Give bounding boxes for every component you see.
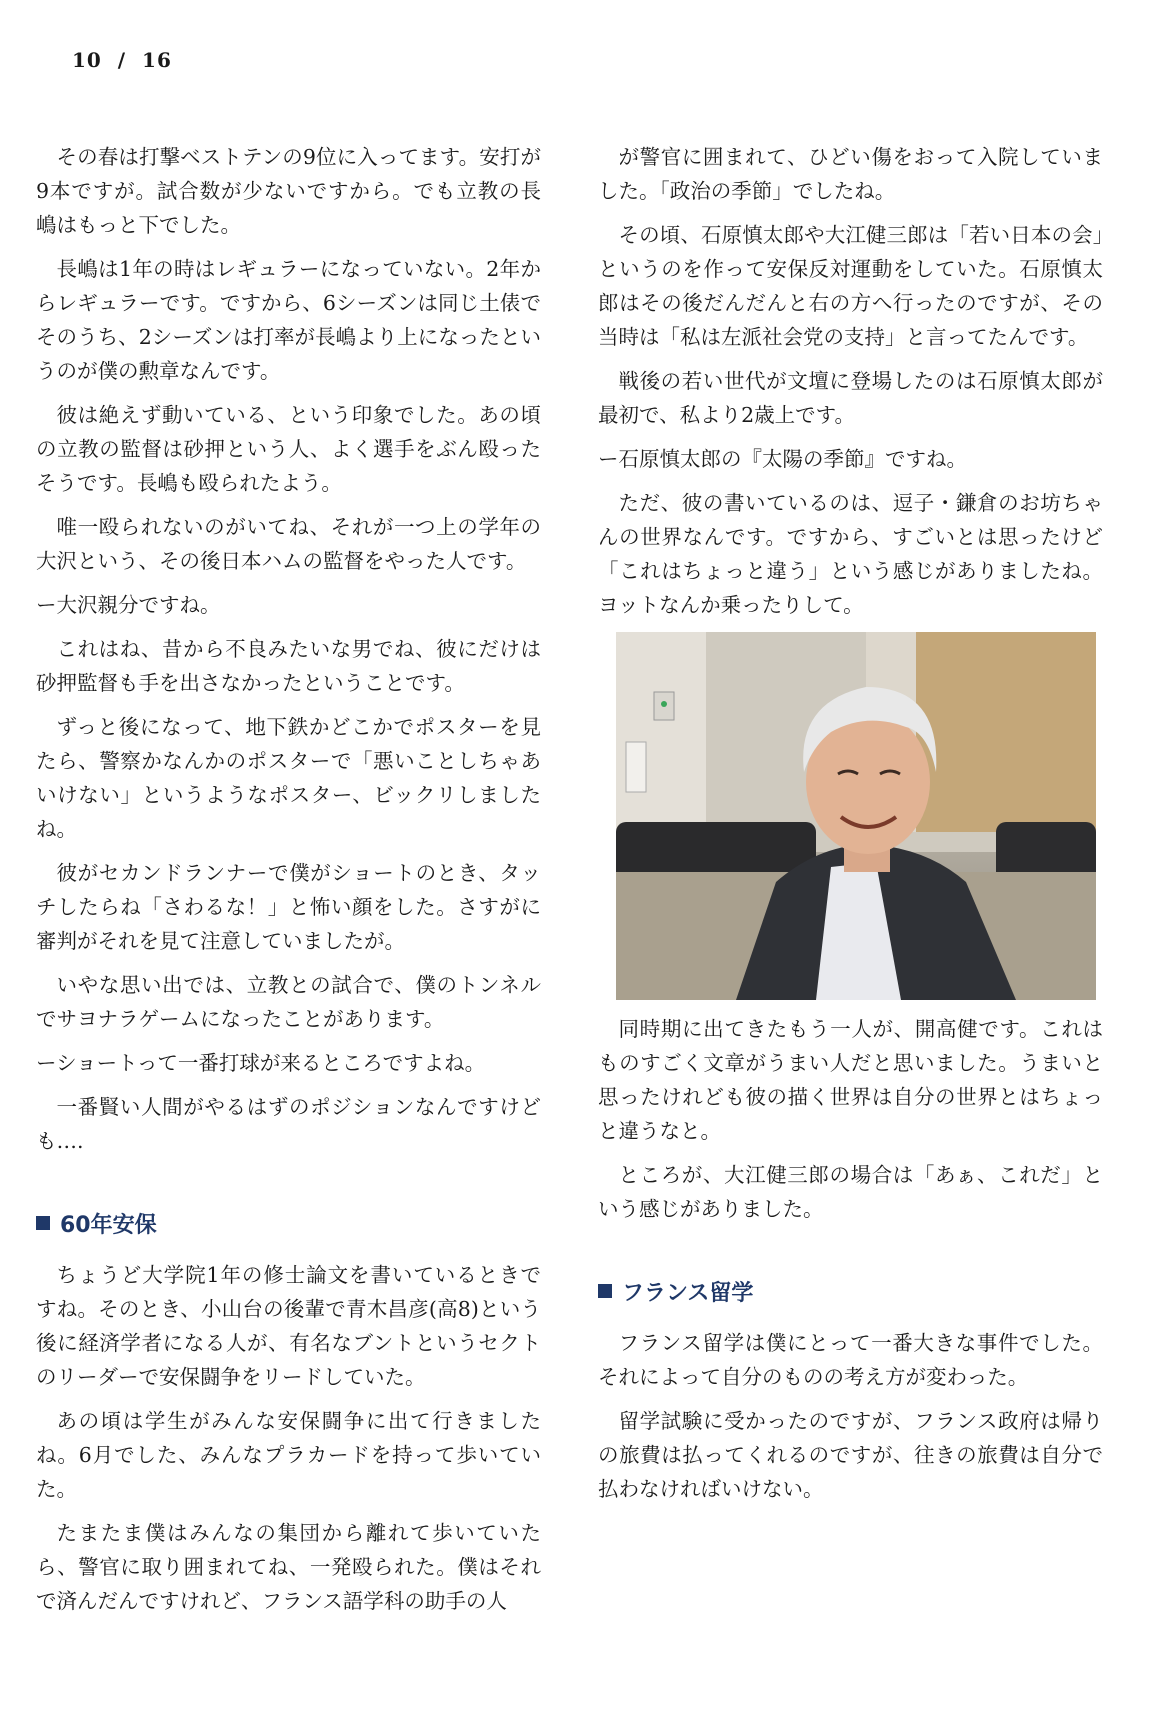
section-heading-anpo <box>36 1206 541 1240</box>
section-heading-label: 60年安保 <box>60 1212 157 1238</box>
paragraph: 留学試験に受かったのですが、フランス政府は帰りの旅費は払ってくれるのですが、往きの旅費は自分で払わなければいけない。 <box>598 1409 1103 1501</box>
paragraph: ずっと後になって、地下鉄かどこかでポスターを見たら、警察かなんかのポスターで「悪いことしちゃあいけない」というようなポスター、ビックリしましたね。 <box>36 715 541 841</box>
paragraph: 戦後の若い世代が文壇に登場したのは石原慎太郎が最初で、私より2歳上です。 <box>598 369 1103 427</box>
paragraph: あの頃は学生がみんな安保闘争に出て行きましたね。6月でした、みんなプラカードを持って歩いていた。 <box>36 1409 541 1501</box>
paragraph: が警官に囲まれて、ひどい傷をおって入院していました。「政治の季節」でしたね。 <box>598 145 1103 203</box>
paragraph: フランス留学は僕にとって一番大きな事件でした。それによって自分のものの考え方が変わった。 <box>598 1331 1103 1389</box>
paragraph: ただ、彼の書いているのは、逗子・鎌倉のお坊ちゃんの世界なんです。ですから、すごいとは思ったけど「これはちょっと違う」という感じがありましたね。ヨットなんか乗ったりして。 <box>598 491 1103 617</box>
interviewer-question: ー石原慎太郎の『太陽の季節』ですね。 <box>598 447 967 471</box>
page-separator: / <box>117 48 127 72</box>
paragraph: その春は打撃ベストテンの9位に入ってます。安打が9本ですが。試合数が少ないですから。でも立教の長嶋はもっと下でした。 <box>36 145 541 237</box>
right-column <box>598 140 1103 1516</box>
page-total: 16 <box>142 48 172 72</box>
paragraph: 長嶋は1年の時はレギュラーになっていない。2年からレギュラーです。ですから、6シーズンは同じ土俵でそのうち、2シーズンは打率が長嶋より上になったというのが僕の勲章なんです。 <box>36 257 541 383</box>
section-heading-france <box>598 1274 1103 1308</box>
paragraph: 一番賢い人間がやるはずのポジションなんですけども…. <box>36 1095 541 1153</box>
paragraph: その頃、石原慎太郎や大江健三郎は「若い日本の会」というのを作って安保反対運動をしていた。石原慎太郎はその後だんだんと右の方へ行ったのですが、その当時は「私は左派社会党の支持」と言ってたんです。 <box>598 223 1103 349</box>
paragraph: いやな思い出では、立教との試合で、僕のトンネルでサヨナラゲームになったことがあります。 <box>36 973 541 1031</box>
paragraph: これはね、昔から不良みたいな男でね、彼にだけは砂押監督も手を出さなかったということです。 <box>36 637 541 695</box>
square-bullet-icon <box>598 1284 612 1298</box>
paragraph: 唯一殴られないのがいてね、それが一つ上の学年の大沢という、その後日本ハムの監督をやった人です。 <box>36 515 541 573</box>
interviewer-question: ーショートって一番打球が来るところですよね。 <box>36 1051 486 1075</box>
page-number <box>72 48 172 72</box>
paragraph: 彼がセカンドランナーで僕がショートのとき、タッチしたらね「さわるな！」と怖い顔をした。さすがに審判がそれを見て注意していましたが。 <box>36 861 541 953</box>
page-current: 10 <box>72 48 102 72</box>
portrait-illustration <box>616 632 1096 1000</box>
paragraph: ちょうど大学院1年の修士論文を書いているときですね。そのとき、小山台の後輩で青木昌彦(高8)という後に経済学者になる人が、有名なブントというセクトのリーダーで安保闘争をリードしていた。 <box>36 1263 541 1389</box>
square-bullet-icon <box>36 1216 50 1230</box>
left-column <box>36 140 541 1628</box>
paragraph: 同時期に出てきたもう一人が、開高健です。これはものすごく文章がうまい人だと思いました。うまいと思ったけれども彼の描く世界は自分の世界とはちょっと違うなと。 <box>598 1017 1103 1143</box>
section-heading-label: フランス留学 <box>622 1280 754 1306</box>
paragraph: ところが、大江健三郎の場合は「あぁ、これだ」という感じがありました。 <box>598 1163 1103 1221</box>
paragraph: たまたま僕はみんなの集団から離れて歩いていたら、警官に取り囲まれてね、一発殴られた。僕はそれで済んだんですけれど、フランス語学科の助手の人 <box>36 1521 541 1613</box>
interviewer-question: ー大沢親分ですね。 <box>36 593 221 617</box>
interview-photo <box>616 632 1096 1000</box>
paragraph: 彼は絶えず動いている、という印象でした。あの頃の立教の監督は砂押という人、よく選手をぶん殴ったそうです。長嶋も殴られたよう。 <box>36 403 541 495</box>
